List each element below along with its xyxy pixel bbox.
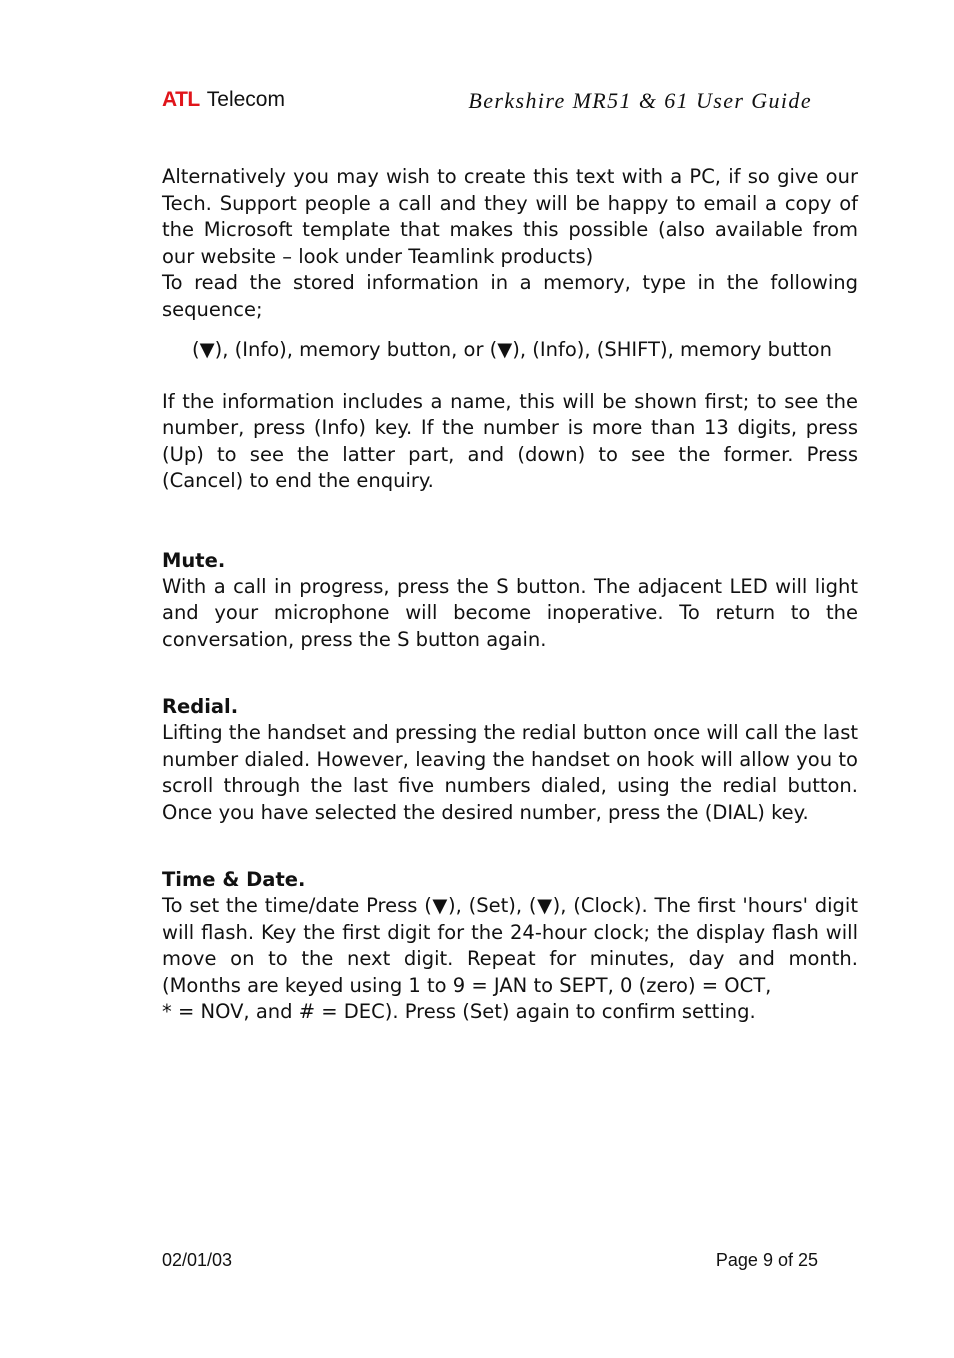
brand-logo: [162, 88, 285, 112]
section-body-redial: Lifting the handset and pressing the redial button once will call the last number dialed. However, leaving the handset on hook will allow you to scroll through the last five numbers dialed, using the redial button. Once you have selected the desired number, press the (DIAL) key.: [162, 721, 858, 824]
section-body-time-date-cont: * = NOV, and # = DEC). Press (Set) again to confirm setting.: [162, 1000, 756, 1023]
key-sequence-line: (▼), (Info), memory button, or (▼), (Info), (SHIFT), memory button: [192, 338, 832, 361]
section-redial: [162, 693, 858, 826]
section-heading-redial: Redial.: [162, 695, 239, 718]
intro-paragraph-pc-template: Alternatively you may wish to create this text with a PC, if so give our Tech. Support people a call and they will be happy to email a copy of the Microsoft template that makes this possible (also available from our website – look under Teamlink products): [162, 165, 858, 268]
brand-mark: ATL: [162, 88, 200, 111]
page-header: [162, 84, 812, 124]
footer-page-number: Page 9 of 25: [715, 1250, 818, 1270]
section-heading-mute: Mute.: [162, 548, 226, 572]
guide-title: Berkshire MR51 & 61 User Guide: [468, 88, 812, 113]
brand-name: Telecom: [206, 88, 285, 111]
section-time-date: [162, 866, 858, 1026]
footer-date: 02/01/03: [162, 1250, 233, 1270]
intro-paragraph-enquiry: If the information includes a name, this will be shown first; to see the number, press (Info) key. If the number is more than 13 digits, press (Up) to see the latter part, and (down) to see the former. Press (Cancel) to end the enquiry.: [162, 389, 858, 492]
section-body-mute: With a call in progress, press the S button. The adjacent LED will light and your microphone will become inoperative. To return to the conversation, press the S button again.: [162, 574, 858, 651]
intro-paragraph-read-memory: To read the stored information in a memory, type in the following sequence;: [162, 271, 858, 321]
section-heading-time-date: Time & Date.: [162, 868, 306, 891]
page-content: [162, 164, 858, 1026]
section-mute: [162, 547, 858, 654]
section-body-time-date: To set the time/date Press (▼), (Set), (▼), (Clock). The first 'hours' digit will flash. Key the first digit for the 24-hour clock; the display flash will move on to the next digit. Repeat for minutes, day and month. (Months are keyed using 1 to 9 = JAN to SEPT, 0 (zero) = OCT,: [162, 894, 858, 997]
